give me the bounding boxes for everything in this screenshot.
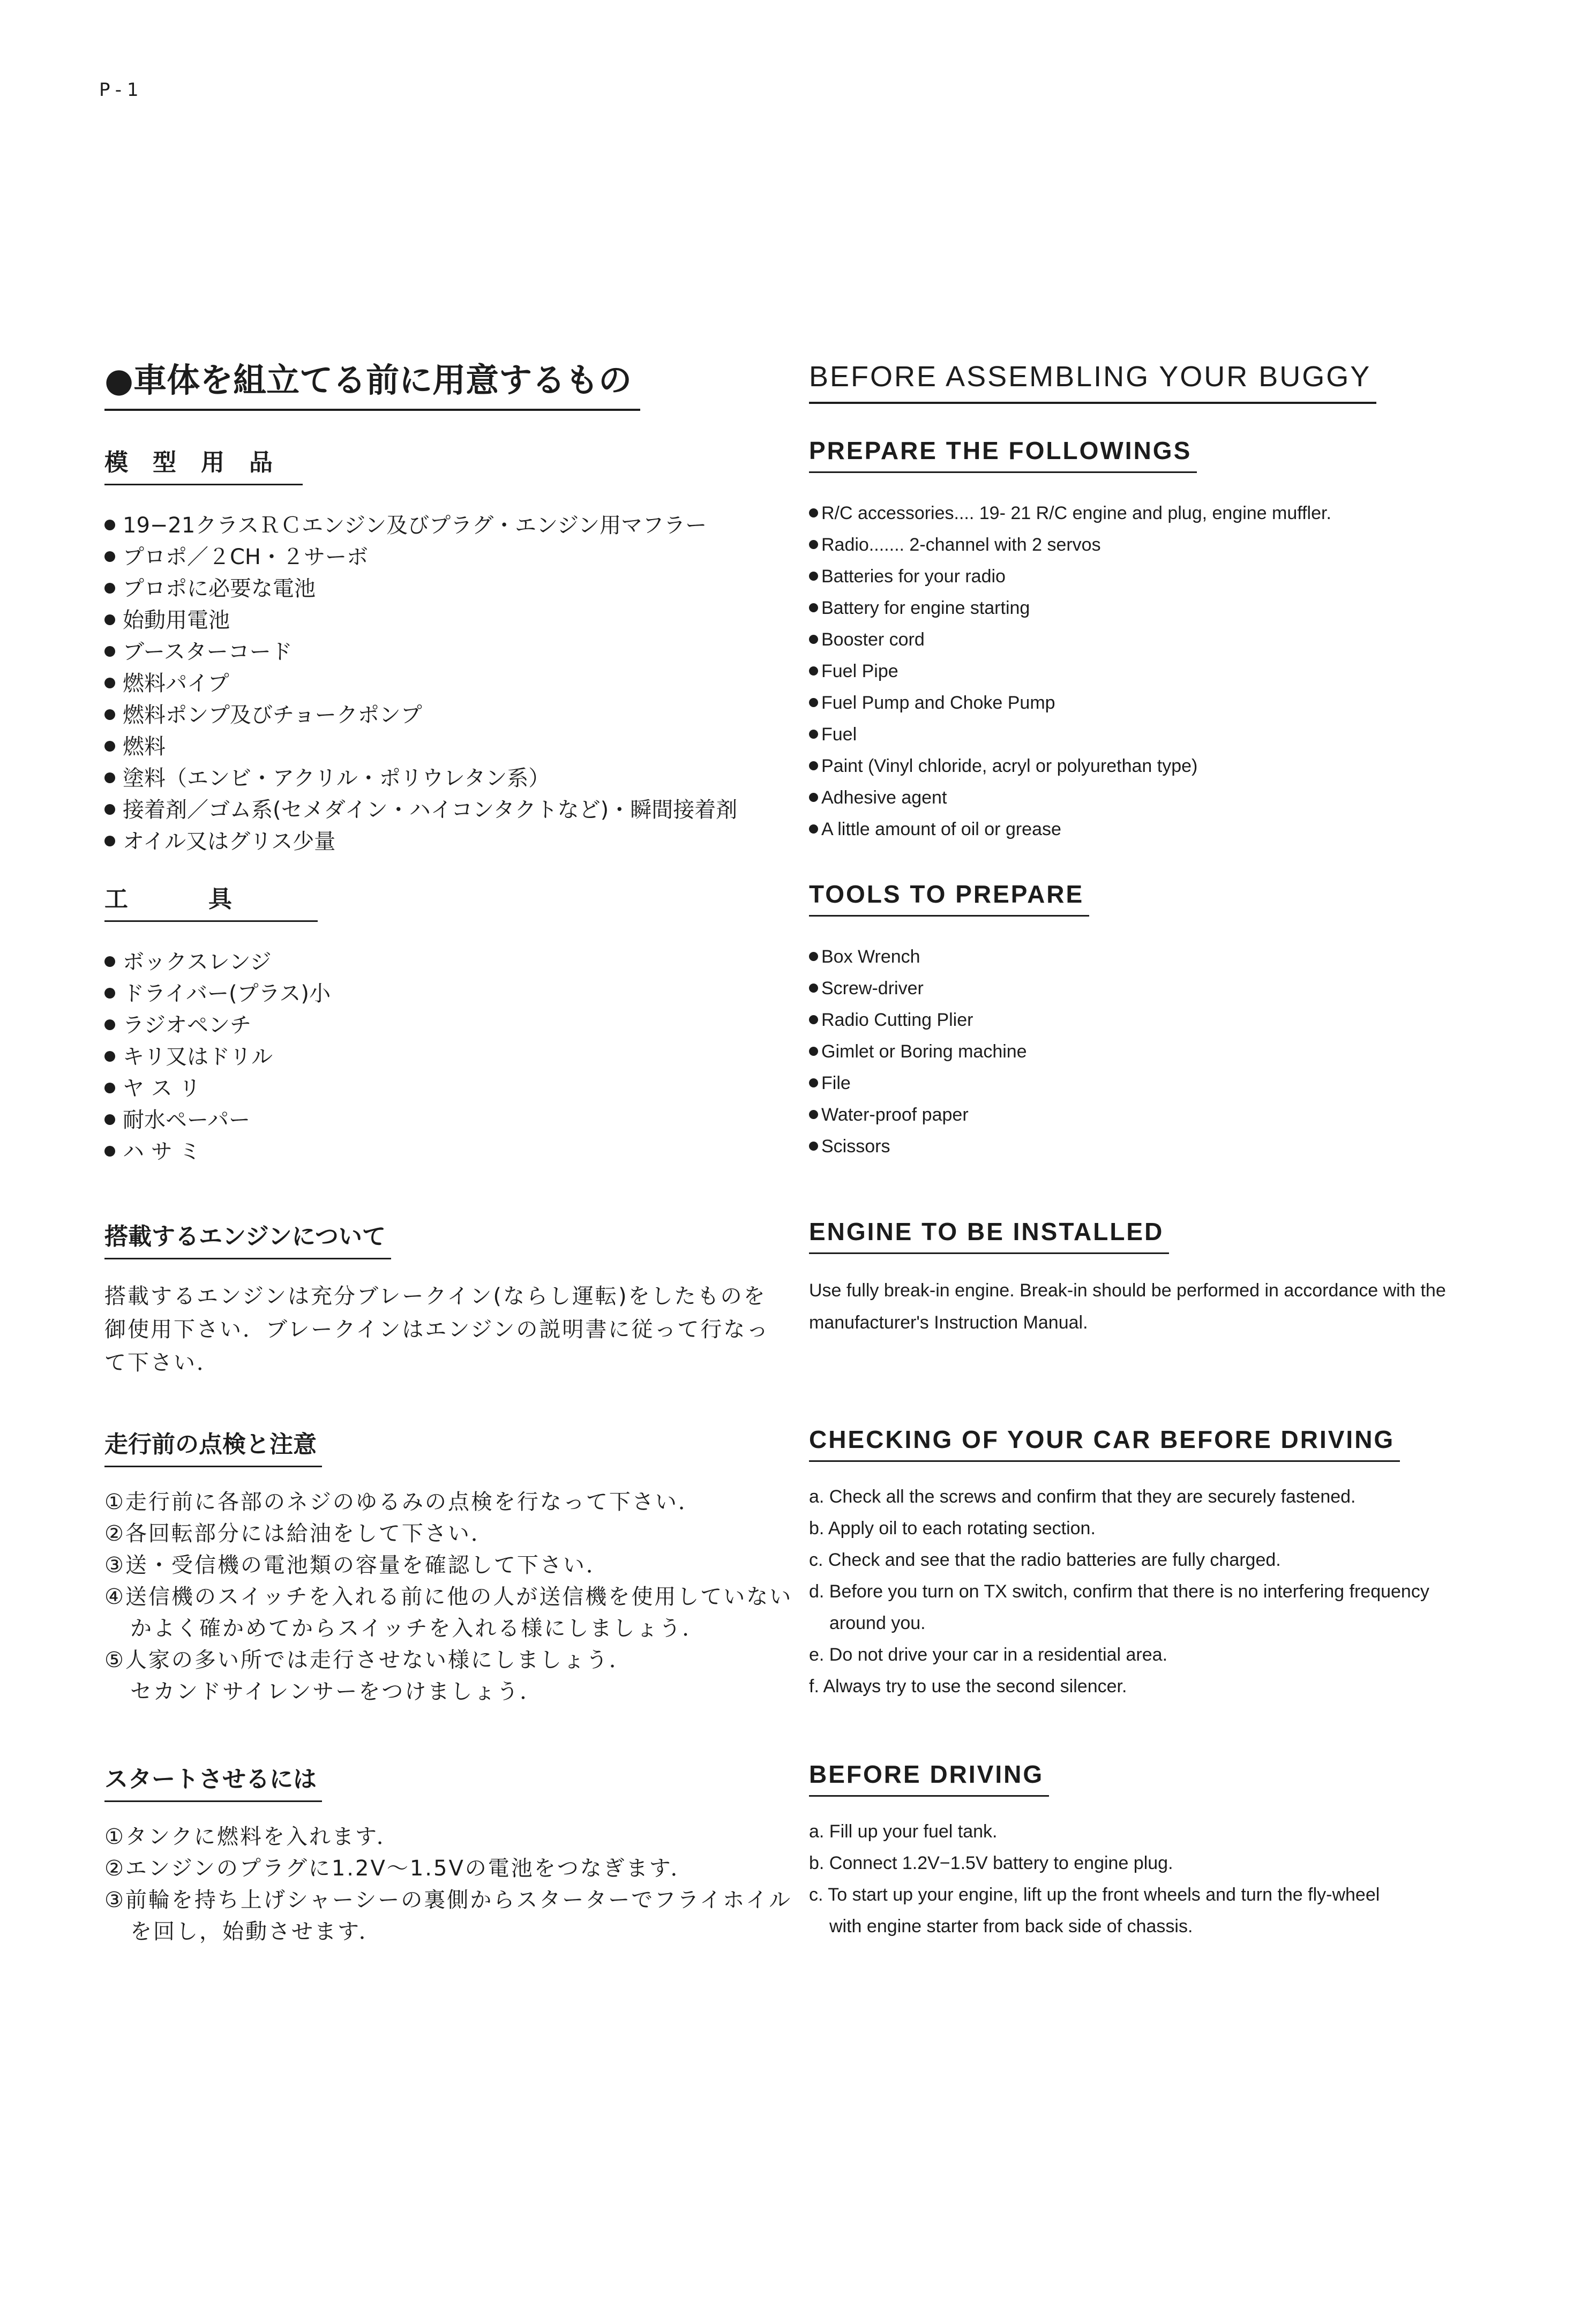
list-item [104, 978, 801, 1010]
step-text: c. Check and see that the radio batteries are fully charged. [809, 1550, 1281, 1570]
starting-title-en: BEFORE DRIVING [809, 1760, 1049, 1797]
starting-section-jp [104, 1760, 801, 1948]
list-item [809, 973, 1516, 1004]
step-continuation: を回し，始動させます． [130, 1919, 382, 1944]
bullet-icon [104, 741, 115, 752]
list-item-text: 始動用電池 [123, 608, 230, 633]
list-item-text: ボックスレンジ [123, 950, 272, 974]
step-text: ①走行前に各部のネジのゆるみの点検を行なって下さい． [104, 1490, 701, 1514]
bullet-icon [104, 520, 115, 530]
list-item-text: 耐水ペーパー [123, 1108, 250, 1132]
step-item [809, 1544, 1516, 1576]
bullet-icon [809, 1078, 818, 1087]
list-item [104, 1136, 801, 1168]
list-item [809, 1131, 1516, 1162]
starting-list-jp [104, 1821, 801, 1948]
list-item-text: Battery for engine starting [821, 598, 1030, 618]
list-item-text: Radio Cutting Plier [821, 1010, 973, 1030]
bullet-icon [809, 666, 818, 676]
step-item [809, 1513, 1516, 1544]
bullet-icon [809, 793, 818, 802]
list-item-text: Water-proof paper [821, 1105, 969, 1125]
list-item-text: Box Wrench [821, 947, 920, 967]
list-item-text: Adhesive agent [821, 787, 947, 808]
page-number: P-1 [99, 79, 144, 101]
list-item [104, 1073, 801, 1105]
bullet-icon [809, 1142, 818, 1151]
list-item-text: Screw-driver [821, 978, 924, 999]
list-item [104, 947, 801, 978]
tools-section-jp [104, 880, 801, 1168]
list-item [104, 668, 801, 700]
step-item [809, 1816, 1516, 1848]
step-text: ③前輪を持ち上げシャーシーの裏側からスターターでフライホイル [104, 1888, 792, 1912]
list-item [809, 719, 1516, 751]
step-text: ①タンクに燃料を入れます． [104, 1825, 400, 1849]
step-continuation: セカンドサイレンサーをつけましょう． [130, 1679, 543, 1704]
step-item [809, 1639, 1516, 1671]
list-item-text: ヤ ス リ [123, 1076, 201, 1101]
step-item [104, 1853, 801, 1885]
bullet-icon [809, 952, 818, 961]
engine-title-jp: 搭載するエンジンについて [104, 1217, 391, 1259]
step-text: e. Do not drive your car in a residential area. [809, 1645, 1168, 1665]
bullet-icon [809, 540, 818, 549]
bullet-icon [104, 836, 115, 846]
list-item-text: ドライバー(プラス)小 [123, 981, 331, 1006]
list-item-text: 燃料ポンプ及びチョークポンプ [123, 703, 422, 727]
list-item [809, 624, 1516, 656]
step-continuation: around you. [829, 1613, 926, 1633]
list-item-text: Gimlet or Boring machine [821, 1041, 1027, 1062]
tools-section-en [809, 880, 1516, 1162]
bullet-icon [809, 1015, 818, 1024]
bullet-icon [809, 761, 818, 770]
bullet-icon [809, 824, 818, 834]
list-item [809, 1004, 1516, 1036]
bullet-icon [104, 709, 115, 720]
bullet-icon [104, 772, 115, 783]
list-item [809, 1068, 1516, 1099]
list-item-text: Batteries for your radio [821, 566, 1006, 587]
bullet-icon [809, 603, 818, 612]
step-item [104, 1550, 801, 1581]
list-item-text: Fuel Pump and Choke Pump [821, 693, 1055, 713]
engine-text-en: Use fully break-in engine. Break-in should be performed in accordance with the manufacturer's Instruction Manual. [809, 1280, 1446, 1333]
list-item [104, 1010, 801, 1041]
list-item-text: ハ サ ミ [123, 1139, 201, 1164]
starting-section-en [809, 1760, 1516, 1942]
tools-title-en: TOOLS TO PREPARE [809, 880, 1089, 917]
list-item [809, 561, 1516, 592]
bullet-icon [809, 1110, 818, 1119]
tools-list-jp [104, 947, 801, 1168]
bullet-icon [809, 1047, 818, 1056]
step-item [104, 1821, 801, 1853]
step-text: d. Before you turn on TX switch, confirm that there is no interfering frequency [809, 1581, 1429, 1602]
checking-section-jp [104, 1425, 801, 1708]
prepare-section-en [809, 360, 1516, 845]
bullet-icon [809, 698, 818, 707]
list-item [809, 656, 1516, 687]
list-item-text: プロポに必要な電池 [123, 576, 316, 601]
prepare-section-jp [104, 354, 801, 858]
step-item [809, 1576, 1516, 1639]
list-item-text: プロポ／２CH・２サーボ [123, 545, 369, 569]
step-item [104, 1581, 801, 1645]
bullet-icon [809, 635, 818, 644]
list-item [104, 510, 801, 542]
step-continuation: with engine starter from back side of chassis. [829, 1916, 1193, 1937]
step-item [104, 1645, 801, 1708]
list-item [104, 542, 801, 573]
step-item [104, 1487, 801, 1518]
step-text: f. Always try to use the second silencer. [809, 1676, 1127, 1697]
starting-title-jp: スタートさせるには [104, 1760, 322, 1802]
bullet-icon [104, 988, 115, 999]
list-item [809, 1036, 1516, 1068]
list-item [104, 605, 801, 636]
step-item [809, 1848, 1516, 1879]
list-item [809, 941, 1516, 973]
step-text: b. Apply oil to each rotating section. [809, 1518, 1096, 1538]
step-text: a. Fill up your fuel tank. [809, 1821, 998, 1842]
list-item-text: Fuel Pipe [821, 661, 898, 681]
bullet-icon [104, 678, 115, 688]
bullet-icon [104, 551, 115, 562]
step-item [809, 1879, 1516, 1942]
engine-title-en: ENGINE TO BE INSTALLED [809, 1217, 1169, 1254]
bullet-icon [104, 1019, 115, 1030]
step-text: c. To start up your engine, lift up the front wheels and turn the fly-wheel [809, 1885, 1380, 1905]
list-item [809, 687, 1516, 719]
bullet-icon [809, 508, 818, 517]
tools-list-en [809, 941, 1516, 1162]
list-item-text: Radio....... 2-channel with 2 servos [821, 535, 1101, 555]
checking-section-en [809, 1425, 1516, 1702]
list-item-text: Scissors [821, 1136, 890, 1157]
step-item [104, 1518, 801, 1550]
list-item-text: R/C accessories.... 19- 21 R/C engine and plug, engine muffler. [821, 503, 1331, 523]
list-item-text: 塗料（エンビ・アクリル・ポリウレタン系） [123, 766, 550, 791]
bullet-icon [104, 1083, 115, 1093]
bullet-icon [104, 956, 115, 967]
bullet-icon [809, 730, 818, 739]
bullet-icon [104, 614, 115, 625]
list-item [104, 636, 801, 668]
bullet-icon [104, 1051, 115, 1062]
step-text: ②エンジンのプラグに1.2V〜1.5Vの電池をつなぎます． [104, 1856, 694, 1881]
list-item [809, 592, 1516, 624]
prepare-list-en [809, 498, 1516, 845]
list-item-text: ブースターコード [123, 640, 293, 664]
engine-section-en [809, 1217, 1516, 1339]
step-text: ⑤人家の多い所では走行させない様にしましょう． [104, 1648, 632, 1672]
checking-title-en: CHECKING OF YOUR CAR BEFORE DRIVING [809, 1425, 1400, 1462]
prepare-title-jp: ●車体を組立てる前に用意するもの [104, 354, 640, 411]
list-item [104, 700, 801, 731]
prepare-subtitle-jp: 模型用品 [104, 443, 303, 485]
bullet-icon [104, 646, 115, 657]
list-item [104, 1105, 801, 1136]
bullet-icon [104, 583, 115, 594]
list-item [104, 826, 801, 858]
list-item [809, 782, 1516, 814]
step-text: ②各回転部分には給油をして下さい． [104, 1521, 494, 1546]
list-item [104, 573, 801, 605]
list-item-text: Fuel [821, 724, 857, 745]
checking-title-jp: 走行前の点検と注意 [104, 1425, 322, 1467]
step-text: a. Check all the screws and confirm that they are securely fastened. [809, 1487, 1356, 1507]
step-item [809, 1481, 1516, 1513]
list-item-text: 燃料パイプ [123, 671, 229, 696]
list-item-text: 接着剤／ゴム系(セメダイン・ハイコンタクトなど)・瞬間接着剤 [123, 798, 738, 822]
list-item [104, 731, 801, 763]
step-continuation: かよく確かめてからスイッチを入れる様にしましょう． [130, 1616, 706, 1641]
step-item [104, 1885, 801, 1948]
list-item [809, 1099, 1516, 1131]
checking-list-jp [104, 1487, 801, 1708]
bullet-icon [809, 984, 818, 993]
prepare-subtitle-en: PREPARE THE FOLLOWINGS [809, 436, 1197, 473]
bullet-icon [809, 572, 818, 581]
step-text: ③送・受信機の電池類の容量を確認して下さい． [104, 1553, 609, 1578]
prepare-title-en: BEFORE ASSEMBLING YOUR BUGGY [809, 360, 1376, 404]
list-item [809, 529, 1516, 561]
list-item-text: ラジオペンチ [123, 1013, 251, 1038]
list-item-text: 19−21クラスＲＣエンジン及びプラグ・エンジン用マフラー [123, 513, 707, 538]
bullet-icon [104, 1146, 115, 1157]
list-item-text: Paint (Vinyl chloride, acryl or polyurethan type) [821, 756, 1198, 776]
bullet-icon [104, 1114, 115, 1125]
list-item-text: オイル又はグリス少量 [123, 829, 336, 854]
list-item-text: A little amount of oil or grease [821, 819, 1061, 839]
step-item [809, 1671, 1516, 1702]
list-item-text: キリ又はドリル [123, 1045, 273, 1069]
list-item [104, 763, 801, 794]
list-item-text: 燃料 [123, 734, 166, 759]
tools-title-jp: 工具 [104, 880, 318, 922]
prepare-list-jp [104, 510, 801, 858]
list-item [809, 814, 1516, 845]
step-text: ④送信機のスイッチを入れる前に他の人が送信機を使用していない [104, 1585, 793, 1609]
list-item-text: Booster cord [821, 629, 925, 650]
bullet-icon [104, 804, 115, 815]
list-item [809, 751, 1516, 782]
engine-text-jp: 搭載するエンジンは充分ブレークイン(ならし運転)をしたものを御使用下さい．ブレークインはエンジンの説明書に従って行なって下さい． [104, 1284, 770, 1375]
list-item-text: File [821, 1073, 851, 1093]
checking-list-en [809, 1481, 1516, 1702]
engine-section-jp [104, 1217, 801, 1379]
starting-list-en [809, 1816, 1516, 1942]
list-item [809, 498, 1516, 529]
step-text: b. Connect 1.2V−1.5V battery to engine plug. [809, 1853, 1173, 1873]
list-item [104, 794, 801, 826]
list-item [104, 1041, 801, 1073]
